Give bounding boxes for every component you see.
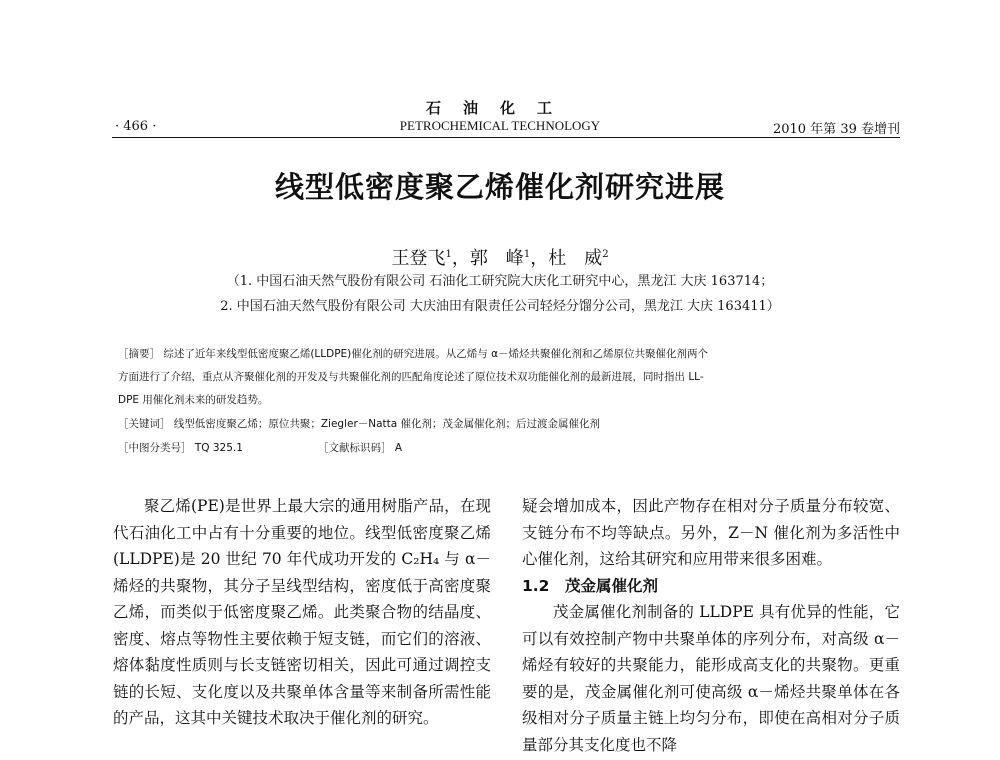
keywords: ［关键词］ 线型低密度聚乙烯；原位共聚；Ziegler－Natta 催化剂；茂金属催化剂；后过渡金属催化剂 xyxy=(118,418,601,430)
page-number: · 466 · xyxy=(115,119,157,134)
header-rule xyxy=(112,137,900,138)
author: 郭 峰 xyxy=(469,248,524,269)
left-column xyxy=(113,493,491,732)
author-affil-mark: 1 xyxy=(523,249,531,260)
journal-name-en: PETROCHEMICAL TECHNOLOGY xyxy=(399,118,601,133)
right-column xyxy=(522,493,900,758)
author-affil-mark: 2 xyxy=(602,249,609,260)
affiliation: 2. 中国石油天然气股份有限公司 大庆油田有限责任公司轻烃分馏分公司，黑龙江 大庆 163411） xyxy=(220,299,780,314)
clc-number: ［中图分类号］ TQ 325.1 xyxy=(118,442,243,454)
affiliation: （1. 中国石油天然气股份有限公司 石油化工研究院大庆化工研究中心，黑龙江 大庆 163714； xyxy=(226,274,774,289)
document-code: ［文献标识码］ A xyxy=(318,442,403,454)
paragraph: 聚乙烯(PE)是世界上最大宗的通用树脂产品，在现代石油化工中占有十分重要的地位。线型低密度聚乙烯(LLDPE)是 20 世纪 70 年代成功开发的 C₂H₄ 与 α－烯烃的共聚物，其分子呈线型结构，密度低于高密度聚乙烯，而类似于低密度聚乙烯。此类聚合物的结晶度、密度、熔点等物性主要依赖于短支链，而它们的溶液、熔体黏度性质则与长支链密切相关，因此可通过调控支链的长短、支化度以及共聚单体含量等来制备所需性能的产品，这其中关键技术取决于催化剂的研究。 xyxy=(113,497,491,727)
issue-info: 2010 年第 39 卷增刊 xyxy=(772,122,900,137)
author-affil-mark: 1 xyxy=(445,249,452,260)
paper-title: 线型低密度聚乙烯催化剂研究进展 xyxy=(274,170,725,204)
author: 杜 威 xyxy=(548,248,603,269)
paragraph: 茂金属催化剂制备的 LLDPE 具有优异的性能，它可以有效控制产物中共聚单体的序列分布，对高级 α－烯烃有较好的共聚能力，能形成高支化的共聚物。更重要的是，茂金属催化剂可使高级 α－烯烃共聚单体在各级相对分子质量主链上均匀分布，即使在高相对分子质量部分其支化度也不降 xyxy=(522,603,900,754)
paragraph: 疑会增加成本，因此产物存在相对分子质量分布较宽、支链分布不均等缺点。另外，Z－N 催化剂为多活性中心催化剂，这给其研究和应用带来很多困难。 xyxy=(522,497,900,568)
journal-name-cn: 石油化工 xyxy=(425,99,574,117)
abstract-line: ［摘要］ 综述了近年来线型低密度聚乙烯(LLDPE)催化剂的研究进展。从乙烯与 α－烯烃共聚催化剂和乙烯原位共聚催化剂两个 xyxy=(118,348,709,360)
abstract-line: DPE 用催化剂未来的研发趋势。 xyxy=(118,394,269,406)
authors: 王登飞$^1$，郭 峰$^1$，杜 威$^2$ xyxy=(391,248,609,269)
section-heading: 1.2 茂金属催化剂 xyxy=(522,576,658,595)
abstract-line: 方面进行了介绍，重点从齐聚催化剂的开发及与共聚催化剂的匹配角度论述了原位技术双功能催化剂的最新进展，同时指出 LL- xyxy=(118,371,704,383)
author: 王登飞 xyxy=(391,248,446,269)
